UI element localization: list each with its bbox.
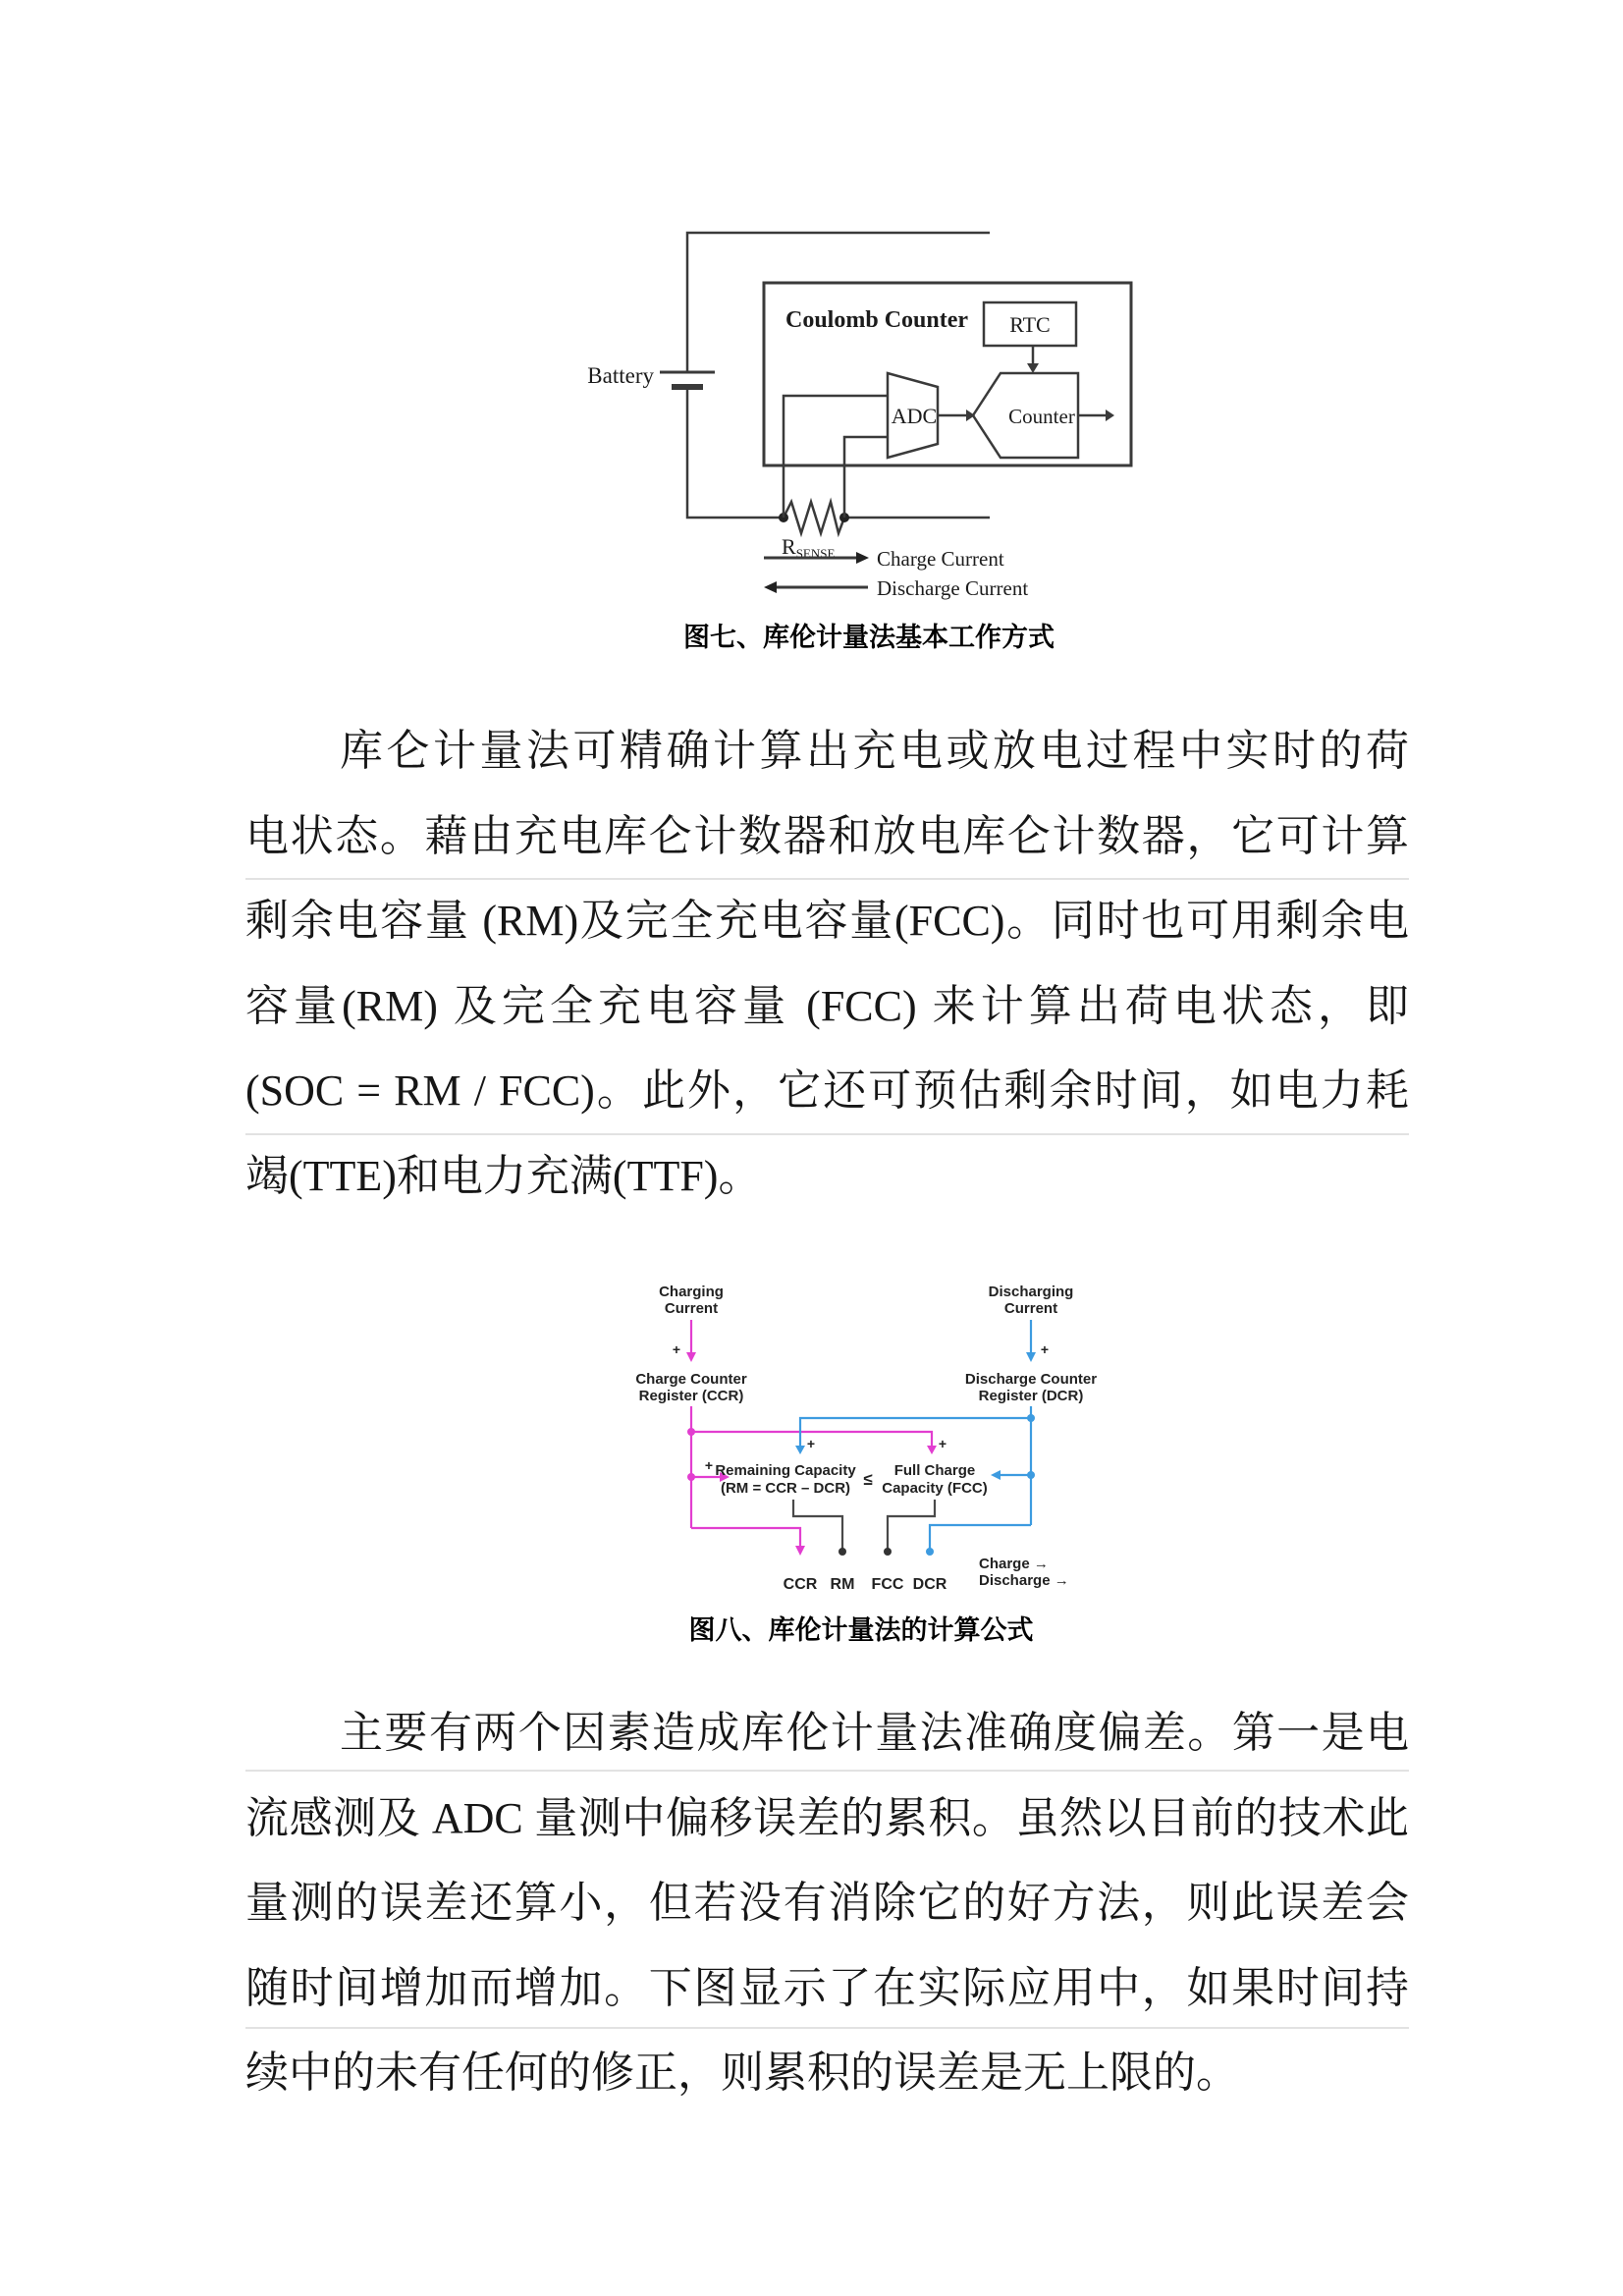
charge-current-label: Charge Current xyxy=(877,547,1004,571)
rm-end-dot xyxy=(839,1548,846,1556)
paragraph-line: 主要有两个因素造成库伦计量法准确度偏差。第一是电 xyxy=(340,1709,1409,1757)
charging-current-label: Current xyxy=(664,1300,719,1317)
ruling-line xyxy=(245,878,1409,880)
ccr-short-label: CCR xyxy=(783,1576,818,1593)
battery-top-wire xyxy=(687,233,990,372)
remaining-capacity-label: (RM = CCR – DCR) xyxy=(720,1480,851,1497)
figure7-caption: 图七、库伦计量法基本工作方式 xyxy=(683,623,1055,652)
legend-discharge: Discharge → xyxy=(979,1572,1069,1589)
fcc-bottom-line xyxy=(888,1500,935,1550)
paragraph-line: 库仑计量法可精确计算出充电或放电过程中实时的荷 xyxy=(340,727,1409,775)
figure7-diagram xyxy=(545,147,1173,609)
dcr-label: Discharge Counter xyxy=(964,1371,1098,1388)
rtc-label: RTC xyxy=(1009,312,1051,337)
paragraph-line: 竭(TTE)和电力充满(TTF)。 xyxy=(245,1151,762,1200)
rtc-arrowhead-icon xyxy=(1027,363,1039,373)
fcc-short-label: FCC xyxy=(871,1576,904,1593)
counter-label: Counter xyxy=(1008,405,1075,428)
paragraph-line: 量测的误差还算小，但若没有消除它的好方法，则此误差会 xyxy=(245,1879,1409,1927)
paragraph-line: 续中的未有任何的修正，则累积的误差是无上限的。 xyxy=(245,2049,1239,2097)
adc-label: ADC xyxy=(891,404,938,428)
paragraph-2 xyxy=(245,1691,1409,2116)
coulomb-counter-label: Coulomb Counter xyxy=(785,307,969,333)
figure8-caption: 图八、库伦计量法的计算公式 xyxy=(688,1615,1034,1645)
ccr-label: Charge Counter xyxy=(635,1371,747,1388)
figure8-diagram xyxy=(628,1267,1100,1595)
ccr-label: Register (CCR) xyxy=(638,1388,744,1404)
dcr-bottom-line xyxy=(930,1525,1031,1550)
dcr-end-dot xyxy=(926,1548,934,1556)
ruling-line xyxy=(245,1133,1409,1135)
charging-current-label: Charging xyxy=(659,1284,724,1300)
counter-out-arrowhead-icon xyxy=(1106,410,1114,421)
plus-sign: + xyxy=(672,1341,681,1357)
fcc-end-dot xyxy=(884,1548,892,1556)
legend-charge: Charge → xyxy=(979,1556,1049,1572)
paragraph-1 xyxy=(245,709,1409,1219)
discharging-current-label: Current xyxy=(1003,1300,1058,1317)
dcr-label: Register (DCR) xyxy=(978,1388,1084,1404)
ccr-bottom-arrowhead-icon xyxy=(795,1546,805,1556)
rsense-label: RSENSE xyxy=(782,534,836,561)
ruling-line xyxy=(245,2027,1409,2029)
rm-short-label: RM xyxy=(830,1576,855,1593)
battery-bottom-wire xyxy=(687,387,784,518)
fcc-right-arrowhead-icon xyxy=(991,1470,1001,1480)
charging-arrowhead-icon xyxy=(686,1352,696,1362)
plus-sign: + xyxy=(704,1457,714,1473)
full-charge-label: Full Charge xyxy=(893,1462,976,1479)
dcr-short-label: DCR xyxy=(912,1576,947,1593)
plus-sign: + xyxy=(806,1436,816,1451)
ruling-line xyxy=(245,1770,1409,1772)
paragraph-line: 随时间增加而增加。下图显示了在实际应用中，如果时间持 xyxy=(245,1963,1409,2012)
discharge-current-label: Discharge Current xyxy=(877,576,1029,600)
paragraph-line: (SOC = RM / FCC)。此外，它还可预估剩余时间，如电力耗 xyxy=(245,1066,1409,1115)
plus-sign: + xyxy=(938,1436,947,1451)
paragraph-line: 容量(RM) 及完全充电容量 (FCC) 来计算出荷电状态，即 xyxy=(245,981,1409,1030)
paragraph-line: 剩余电容量 (RM)及完全充电容量(FCC)。同时也可用剩余电 xyxy=(245,897,1409,945)
rm-top-arrowhead-icon xyxy=(795,1446,805,1454)
full-charge-label: Capacity (FCC) xyxy=(882,1480,988,1497)
paragraph-line: 流感测及 ADC 量测中偏移误差的累积。虽然以目前的技术此 xyxy=(245,1793,1409,1842)
remaining-capacity-label: Remaining Capacity xyxy=(715,1462,856,1479)
plus-sign: + xyxy=(1040,1341,1050,1357)
discharging-arrowhead-icon xyxy=(1026,1352,1036,1362)
sense-tap-left xyxy=(784,396,888,518)
charge-current-arrowhead-icon xyxy=(856,552,869,564)
discharging-current-label: Discharging xyxy=(988,1284,1074,1300)
battery-label: Battery xyxy=(587,363,654,388)
fcc-in-arrowhead-icon xyxy=(927,1446,937,1454)
lte-sign: ≤ xyxy=(863,1470,873,1489)
sense-tap-right xyxy=(844,437,888,518)
rsense-resistor xyxy=(784,502,844,533)
discharge-current-arrowhead-icon xyxy=(764,581,777,593)
ccr-bottom-line xyxy=(691,1528,800,1547)
paragraph-line: 电状态。藉由充电库仑计数器和放电库仑计数器，它可计算 xyxy=(245,811,1409,860)
